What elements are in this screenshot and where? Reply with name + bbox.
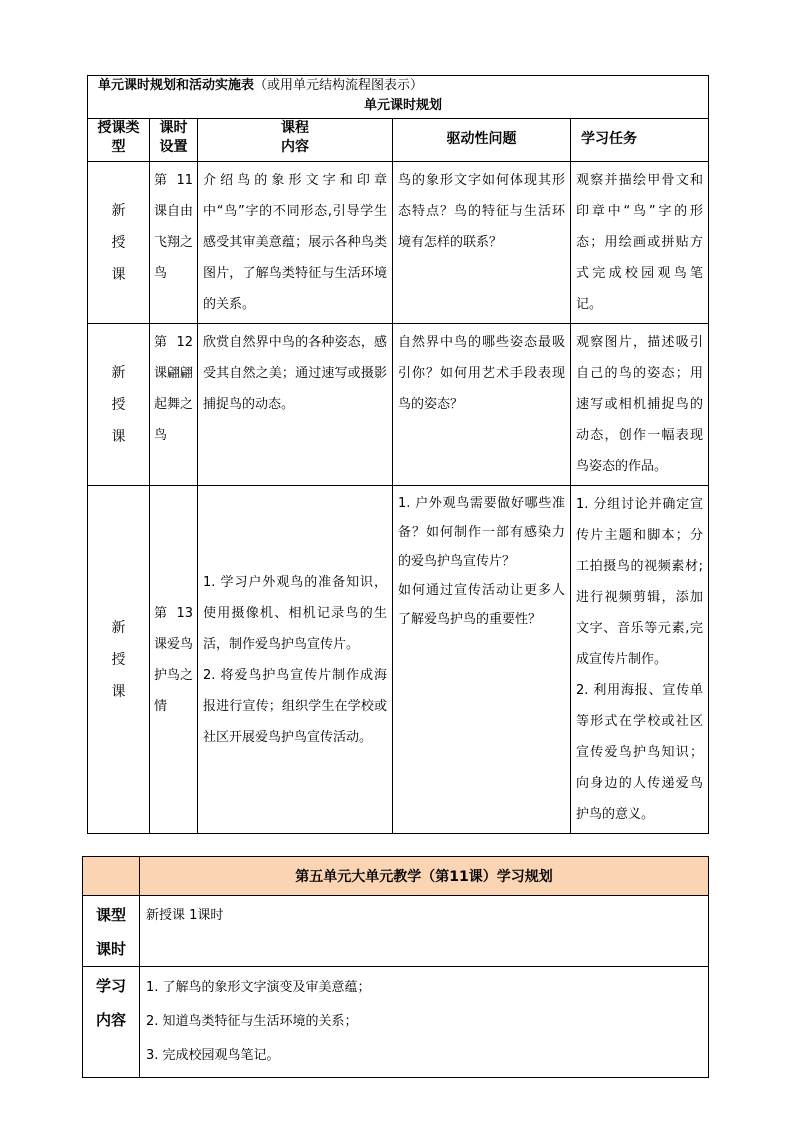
- row3-question: [393, 486, 571, 834]
- table-subtitle: 单元课时规划: [364, 98, 443, 113]
- plan-title-row: [83, 857, 709, 896]
- table-title: 单元课时规划和活动实施表: [98, 78, 255, 93]
- table-row: [88, 324, 709, 486]
- unit-lesson-plan-table: [87, 75, 709, 834]
- content-line: 3. 完成校园观鸟笔记。: [146, 1048, 280, 1063]
- type-hours-value: [140, 896, 709, 967]
- header-question: 驱动性问题: [393, 119, 571, 162]
- row3-task-line: 1. 分组讨论并确定宣传片主题和脚本；分工拍摄鸟的视频素材;进行视频剪辑，添加文字、音乐等元素,完成宣传片制作。: [576, 497, 704, 667]
- content-line: 2. 知道鸟类特征与生活环境的关系；: [146, 1014, 358, 1029]
- table-row: [88, 486, 709, 834]
- table-title-cell: [88, 76, 709, 119]
- table-row: [83, 967, 709, 1078]
- row2-type: 新授课: [88, 324, 150, 486]
- row1-lesson: 第11课自由飞翔之鸟: [150, 162, 198, 324]
- row1-task: 观察并描绘甲骨文和印章中“鸟”字的形态；用绘画或拼贴方式完成校园观鸟笔记。: [571, 162, 709, 324]
- row2-question: 自然界中鸟的哪些姿态最吸引你？如何用艺术手段表现鸟的姿态？: [393, 324, 571, 486]
- learning-content-value: [140, 967, 709, 1078]
- row3-content-line: 1. 学习户外观鸟的准备知识，使用摄像机、相机记录鸟的生活，制作爱鸟护鸟宣传片。: [203, 574, 387, 652]
- row3-question-line: 1. 户外观鸟需要做好哪些准备？如何制作一部有感染力的爱鸟护鸟宣传片？: [398, 496, 565, 569]
- title-corner-cell: [83, 857, 140, 896]
- row2-task: 观察图片，描述吸引自己的鸟的姿态；用速写或相机捕捉鸟的动态，创作一幅表现鸟姿态的作品。: [571, 324, 709, 486]
- table-title-note: （或用单元结构流程图表示）: [254, 78, 424, 93]
- row3-content-line: 2. 将爱鸟护鸟宣传片制作成海报进行宣传；组织学生在学校或社区开展爱鸟护鸟宣传活动。: [203, 667, 387, 745]
- header-content: 课程内容: [198, 119, 393, 162]
- type-hours-line: 新授课 1课时: [146, 908, 224, 923]
- row1-question: 鸟的象形文字如何体现其形态特点？鸟的特征与生活环境有怎样的联系？: [393, 162, 571, 324]
- header-hours: 课时设置: [150, 119, 198, 162]
- row3-task-line: 2. 利用海报、宣传单等形式在学校或社区宣传爱鸟护鸟知识；向身边的人传递爱鸟护鸟的意义。: [576, 683, 704, 822]
- row3-question-line: 如何通过宣传活动让更多人了解爱鸟护鸟的重要性？: [398, 583, 565, 627]
- row1-type: 新授课: [88, 162, 150, 324]
- row-label-type-hours: 课型课时: [83, 896, 140, 967]
- header-type: 授课类型: [88, 119, 150, 162]
- table-row: [83, 896, 709, 967]
- row3-type: 新授课: [88, 486, 150, 834]
- row3-task: [571, 486, 709, 834]
- plan-title: 第五单元大单元教学（第11课）学习规划: [140, 857, 709, 896]
- row2-lesson: 第12课翩翩起舞之鸟: [150, 324, 198, 486]
- row3-lesson: 第13课爱鸟护鸟之情: [150, 486, 198, 834]
- lesson11-plan-table: [82, 856, 709, 1078]
- row3-content: [198, 486, 393, 834]
- header-task: 学习任务: [571, 119, 709, 162]
- table-row: [88, 162, 709, 324]
- row2-content: 欣赏自然界中鸟的各种姿态，感受其自然之美；通过速写或摄影捕捉鸟的动态。: [198, 324, 393, 486]
- content-line: 1. 了解鸟的象形文字演变及审美意蕴；: [146, 980, 371, 995]
- row1-content: 介绍鸟的象形文字和印章中“鸟”字的不同形态,引导学生感受其审美意蕴；展示各种鸟类图片，了解鸟类特征与生活环境的关系。: [198, 162, 393, 324]
- header-row: [88, 119, 709, 162]
- row-label-content: 学习内容: [83, 967, 140, 1078]
